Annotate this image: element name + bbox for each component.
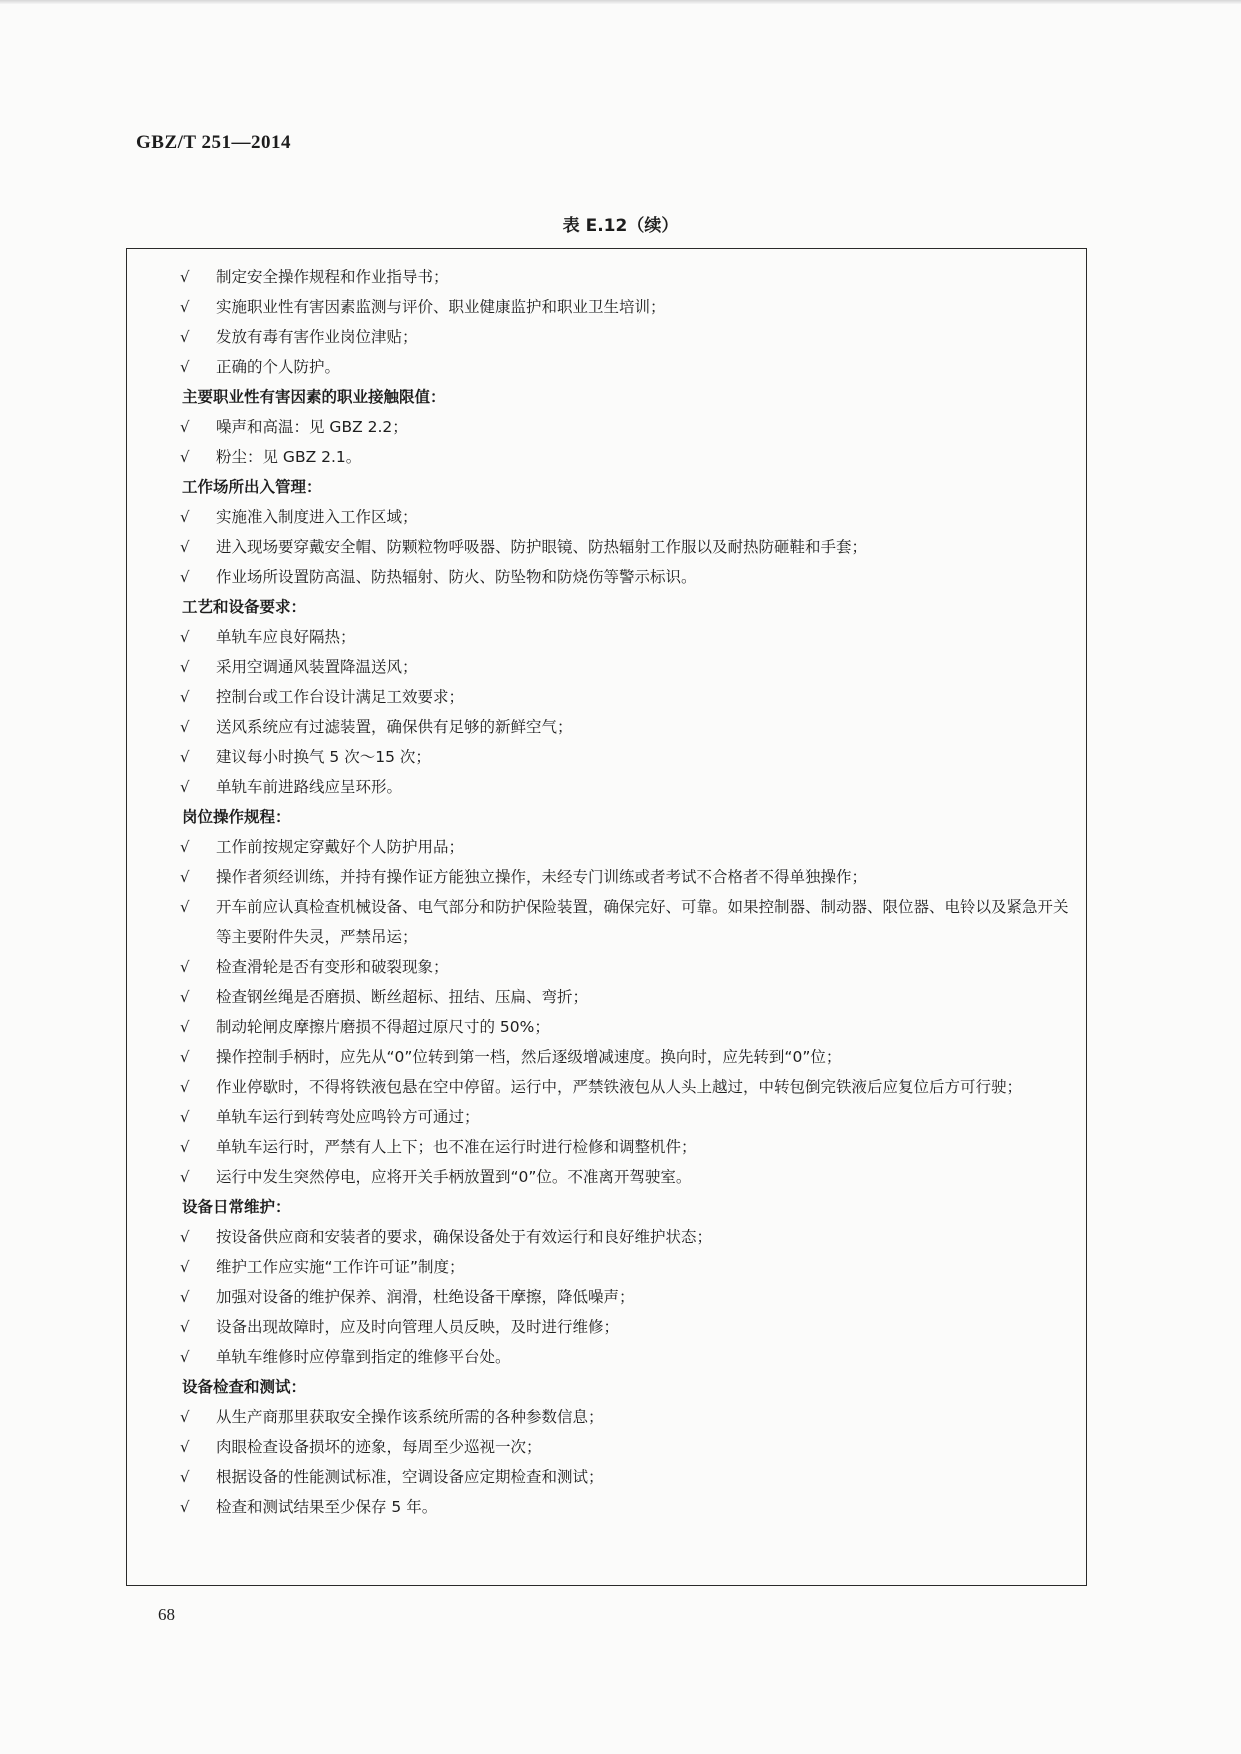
checklist-item — [180, 1342, 1080, 1372]
check-mark-icon: √ — [180, 298, 190, 316]
checklist-item-text: 制定安全操作规程和作业指导书； — [216, 268, 449, 286]
checklist-item-text: 开车前应认真检查机械设备、电气部分和防护保险装置，确保完好、可靠。如果控制器、制动器、限位器、电铃以及紧急开关等主要附件失灵，严禁吊运； — [216, 898, 1069, 946]
checklist-item — [180, 712, 1080, 742]
checklist-item — [180, 1072, 1080, 1102]
check-mark-icon: √ — [180, 1108, 190, 1126]
standard-code: GBZ/T 251—2014 — [136, 132, 291, 153]
checklist-item-text: 实施准入制度进入工作区域； — [216, 508, 418, 526]
checklist-item-text: 检查钢丝绳是否磨损、断丝超标、扭结、压扁、弯折； — [216, 988, 589, 1006]
checklist-item-text: 操作控制手柄时，应先从“0”位转到第一档，然后逐级增减速度。换向时，应先转到“0”位； — [216, 1048, 842, 1066]
checklist-item — [180, 352, 1080, 382]
check-mark-icon: √ — [180, 1438, 190, 1456]
checklist-item-text: 控制台或工作台设计满足工效要求； — [216, 688, 465, 706]
check-mark-icon: √ — [180, 1258, 190, 1276]
checklist-item — [180, 262, 1080, 292]
check-mark-icon: √ — [180, 418, 190, 436]
section-heading: 工艺和设备要求： — [182, 598, 307, 616]
check-mark-icon: √ — [180, 1228, 190, 1246]
check-mark-icon: √ — [180, 1318, 190, 1336]
checklist-item — [180, 1132, 1080, 1162]
checklist-item — [180, 412, 1080, 442]
checklist-item — [180, 562, 1080, 592]
checklist-item-text: 根据设备的性能测试标准，空调设备应定期检查和测试； — [216, 1468, 604, 1486]
check-mark-icon: √ — [180, 268, 190, 286]
page-number: 68 — [158, 1605, 175, 1624]
checklist-item — [180, 772, 1080, 802]
check-mark-icon: √ — [180, 448, 190, 466]
checklist-item — [180, 1312, 1080, 1342]
checklist-item — [180, 832, 1080, 862]
checklist-item — [180, 532, 1080, 562]
section-heading: 工作场所出入管理： — [182, 478, 322, 496]
checklist-item-text: 按设备供应商和安装者的要求，确保设备处于有效运行和良好维护状态； — [216, 1228, 713, 1246]
checklist-item — [180, 1432, 1080, 1462]
checklist-item — [180, 1042, 1080, 1072]
section-heading: 设备检查和测试： — [182, 1378, 307, 1396]
checklist-item-text: 肉眼检查设备损坏的迹象，每周至少巡视一次； — [216, 1438, 542, 1456]
checklist-item — [180, 1102, 1080, 1132]
check-mark-icon: √ — [180, 1138, 190, 1156]
checklist-item-text: 进入现场要穿戴安全帽、防颗粒物呼吸器、防护眼镜、防热辐射工作服以及耐热防砸鞋和手套； — [216, 538, 868, 556]
checklist-item — [180, 652, 1080, 682]
checklist-item-text: 检查滑轮是否有变形和破裂现象； — [216, 958, 449, 976]
check-mark-icon: √ — [180, 868, 190, 886]
check-mark-icon: √ — [180, 1168, 190, 1186]
checklist-item-text: 工作前按规定穿戴好个人防护用品； — [216, 838, 465, 856]
check-mark-icon: √ — [180, 838, 190, 856]
section-heading: 设备日常维护： — [182, 1198, 291, 1216]
checklist-item-text: 设备出现故障时，应及时向管理人员反映，及时进行维修； — [216, 1318, 620, 1336]
check-mark-icon: √ — [180, 1348, 190, 1366]
checklist-item — [180, 682, 1080, 712]
check-mark-icon: √ — [180, 988, 190, 1006]
checklist-item-text: 单轨车运行时，严禁有人上下；也不准在运行时进行检修和调整机件； — [216, 1138, 697, 1156]
checklist-item-text: 采用空调通风装置降温送风； — [216, 658, 418, 676]
check-mark-icon: √ — [180, 1468, 190, 1486]
checklist-item — [180, 322, 1080, 352]
checklist-item — [180, 1402, 1080, 1432]
check-mark-icon: √ — [180, 958, 190, 976]
checklist-item — [180, 1492, 1080, 1522]
checklist-item-text: 单轨车前进路线应呈环形。 — [216, 778, 403, 796]
check-mark-icon: √ — [180, 568, 190, 586]
check-mark-icon: √ — [180, 718, 190, 736]
check-mark-icon: √ — [180, 358, 190, 376]
checklist-item-text: 发放有毒有害作业岗位津贴； — [216, 328, 418, 346]
check-mark-icon: √ — [180, 1078, 190, 1096]
checklist-item-text: 作业场所设置防高温、防热辐射、防火、防坠物和防烧伤等警示标识。 — [216, 568, 697, 586]
checklist-item-text: 送风系统应有过滤装置，确保供有足够的新鲜空气； — [216, 718, 573, 736]
table-title: 表 E.12（续） — [562, 216, 679, 236]
checklist-item-text: 单轨车运行到转弯处应鸣铃方可通过； — [216, 1108, 480, 1126]
check-mark-icon: √ — [180, 688, 190, 706]
checklist-item-text: 运行中发生突然停电，应将开关手柄放置到“0”位。不准离开驾驶室。 — [216, 1168, 692, 1186]
checklist-item — [180, 1162, 1080, 1192]
checklist-item-text: 正确的个人防护。 — [216, 358, 341, 376]
check-mark-icon: √ — [180, 1408, 190, 1426]
checklist-item-text: 制动轮闸皮摩擦片磨损不得超过原尺寸的 50%； — [216, 1018, 550, 1036]
checklist-item — [180, 1222, 1080, 1252]
checklist-item — [180, 892, 1080, 952]
check-mark-icon: √ — [180, 658, 190, 676]
checklist-item — [180, 862, 1080, 892]
check-mark-icon: √ — [180, 628, 190, 646]
check-mark-icon: √ — [180, 1018, 190, 1036]
check-mark-icon: √ — [180, 748, 190, 766]
checklist-item — [180, 1252, 1080, 1282]
checklist-item — [180, 1012, 1080, 1042]
checklist-item-text: 操作者须经训练，并持有操作证方能独立操作，未经专门训练或者考试不合格者不得单独操作； — [216, 868, 868, 886]
checklist-item-text: 建议每小时换气 5 次～15 次； — [216, 748, 431, 766]
scan-top-edge — [0, 0, 1241, 4]
check-mark-icon: √ — [180, 538, 190, 556]
checklist-item-text: 作业停歇时，不得将铁液包悬在空中停留。运行中，严禁铁液包从人头上越过，中转包倒完铁液后应复位后方可行驶； — [216, 1078, 1023, 1096]
checklist-item — [180, 502, 1080, 532]
checklist-item — [180, 1282, 1080, 1312]
checklist-item — [180, 442, 1080, 472]
checklist-item — [180, 952, 1080, 982]
check-mark-icon: √ — [180, 328, 190, 346]
table-content — [180, 262, 1080, 1522]
section-heading: 岗位操作规程： — [182, 808, 291, 826]
check-mark-icon: √ — [180, 1498, 190, 1516]
check-mark-icon: √ — [180, 778, 190, 796]
checklist-item — [180, 292, 1080, 322]
checklist-item-text: 从生产商那里获取安全操作该系统所需的各种参数信息； — [216, 1408, 604, 1426]
checklist-item — [180, 982, 1080, 1012]
checklist-item-text: 单轨车维修时应停靠到指定的维修平台处。 — [216, 1348, 511, 1366]
check-mark-icon: √ — [180, 898, 190, 916]
checklist-item-text: 实施职业性有害因素监测与评价、职业健康监护和职业卫生培训； — [216, 298, 666, 316]
checklist-item — [180, 1462, 1080, 1492]
checklist-item-text: 噪声和高温：见 GBZ 2.2； — [216, 418, 408, 436]
checklist-item-text: 加强对设备的维护保养、润滑，杜绝设备干摩擦，降低噪声； — [216, 1288, 635, 1306]
checklist-item-text: 检查和测试结果至少保存 5 年。 — [216, 1498, 438, 1516]
checklist-item-text: 维护工作应实施“工作许可证”制度； — [216, 1258, 465, 1276]
checklist-item — [180, 622, 1080, 652]
checklist-item-text: 单轨车应良好隔热； — [216, 628, 356, 646]
section-heading: 主要职业性有害因素的职业接触限值： — [182, 388, 446, 406]
checklist-item-text: 粉尘：见 GBZ 2.1。 — [216, 448, 362, 466]
check-mark-icon: √ — [180, 1048, 190, 1066]
check-mark-icon: √ — [180, 1288, 190, 1306]
checklist-item — [180, 742, 1080, 772]
check-mark-icon: √ — [180, 508, 190, 526]
